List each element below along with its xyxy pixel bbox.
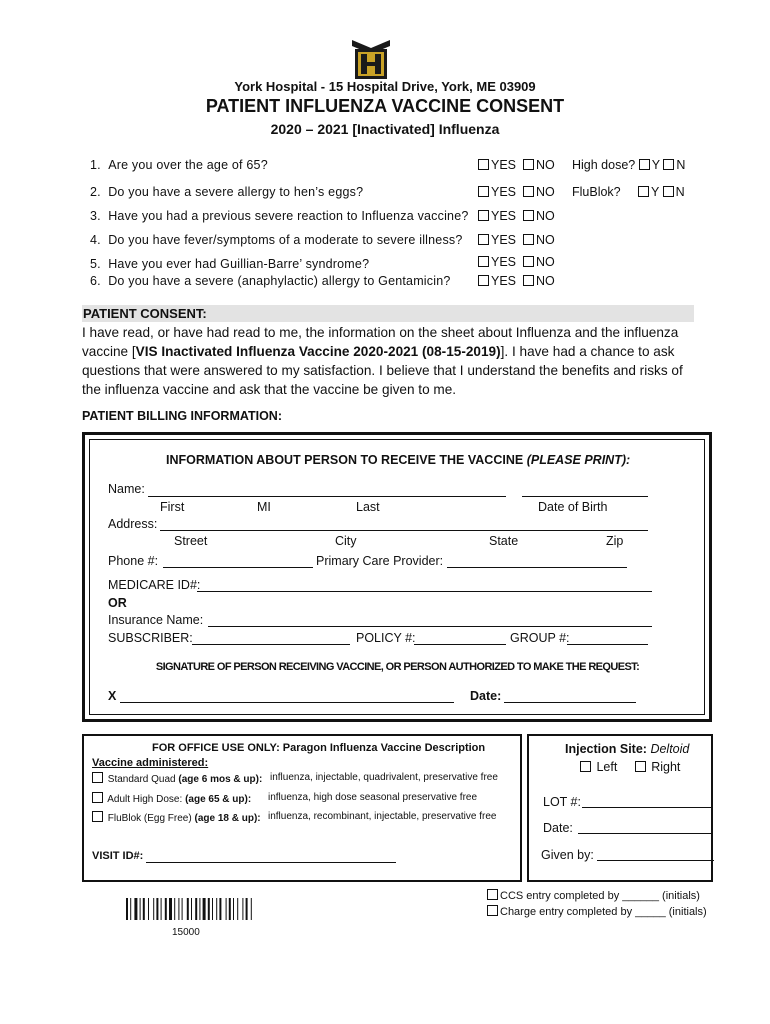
- question-number: 4.: [90, 233, 101, 247]
- question-3-answers: [478, 209, 555, 223]
- state-caption: State: [489, 534, 519, 548]
- page-subtitle: 2020 – 2021 [Inactivated] Influenza: [270, 121, 500, 137]
- phone-label: Phone #:: [108, 554, 159, 568]
- consent-text-start: I have read, or have had read to me, the information on the sheet about Influenza and the influenza vaccine [: [82, 325, 679, 359]
- question-number: 1.: [90, 158, 101, 172]
- question-4: [90, 233, 463, 247]
- city-caption: City: [335, 534, 357, 548]
- policy-label: POLICY #:: [356, 631, 416, 645]
- consent-heading: PATIENT CONSENT:: [83, 306, 207, 321]
- vis-reference: VIS Inactivated Influenza Vaccine 2020-2021 (08-15-2019): [135, 344, 501, 359]
- mi-caption: MI: [257, 500, 271, 514]
- lot-input[interactable]: [582, 807, 712, 808]
- flublok-y-checkbox[interactable]: [638, 186, 649, 197]
- right-checkbox[interactable]: [635, 761, 646, 772]
- vaccine-option-adult-high-dose: [92, 792, 251, 805]
- last-caption: Last: [356, 500, 380, 514]
- given-by-label: Given by:: [541, 848, 594, 862]
- question-text: Do you have a severe allergy to hen’s eggs?: [108, 185, 364, 199]
- signature-date-label: Date:: [470, 689, 502, 703]
- pcp-label: Primary Care Provider:: [316, 554, 444, 568]
- no-label: NO: [535, 209, 555, 223]
- office-date-label: Date:: [543, 821, 573, 835]
- y-label: Y: [651, 158, 660, 172]
- signature-heading: SIGNATURE OF PERSON RECEIVING VACCINE, OR PERSON AUTHORIZED TO MAKE THE REQUEST:: [155, 661, 640, 673]
- billing-box-title: [166, 453, 630, 467]
- yes-label: YES: [491, 185, 517, 199]
- name-input[interactable]: [148, 496, 506, 497]
- left-label: Left: [596, 760, 618, 774]
- injection-site-title: Injection Site:: [565, 742, 647, 756]
- vaccine-name: FluBlok (Egg Free): [107, 813, 192, 824]
- yes-label: YES: [491, 209, 517, 223]
- question-number: 5.: [90, 257, 101, 271]
- no-label: NO: [535, 255, 555, 269]
- billing-heading: PATIENT BILLING INFORMATION:: [82, 409, 282, 423]
- charge-checkbox[interactable]: [487, 905, 498, 916]
- ccs-entry: [487, 889, 700, 902]
- signature-x: X: [108, 689, 117, 703]
- question-text: Have you had a previous severe reaction to Influenza vaccine?: [108, 209, 469, 223]
- page-title: PATIENT INFLUENZA VACCINE CONSENT: [205, 96, 565, 116]
- flublok-question: [572, 185, 685, 199]
- hospital-logo: [352, 40, 390, 80]
- billing-box-title-note: (PLEASE PRINT):: [526, 453, 631, 467]
- first-caption: First: [160, 500, 185, 514]
- yes-checkbox[interactable]: [478, 256, 489, 267]
- yes-label: YES: [491, 158, 517, 172]
- vaccine-desc: influenza, high dose seasonal preservative free: [268, 792, 478, 803]
- question-number: 2.: [90, 185, 101, 199]
- question-1: [90, 158, 268, 172]
- address-label: Address:: [108, 517, 158, 531]
- dob-input[interactable]: [522, 496, 648, 497]
- name-label: Name:: [108, 482, 145, 496]
- vaccine-administered-label: Vaccine administered:: [92, 757, 209, 769]
- lot-label: LOT #:: [543, 795, 581, 809]
- question-text: Do you have a severe (anaphylactic) allergy to Gentamicin?: [108, 274, 451, 288]
- yes-checkbox[interactable]: [478, 186, 489, 197]
- zip-caption: Zip: [606, 534, 624, 548]
- ccs-checkbox[interactable]: [487, 889, 498, 900]
- policy-input[interactable]: [414, 644, 506, 645]
- flublok-label: FluBlok?: [572, 185, 621, 199]
- question-4-answers: [478, 233, 555, 247]
- adult-high-dose-checkbox[interactable]: [92, 792, 103, 803]
- injection-site-label: [565, 742, 689, 756]
- right-label: Right: [651, 760, 681, 774]
- vaccine-age: (age 6 mos & up):: [178, 774, 263, 785]
- subscriber-input[interactable]: [192, 644, 350, 645]
- charge-entry: [487, 905, 707, 918]
- question-5-answers: [478, 255, 555, 269]
- vaccine-desc: influenza, recombinant, injectable, preservative free: [268, 811, 497, 822]
- consent-text-end: ]. I have had a chance to ask questions that were answered to my satisfaction. I believe that I understand the benefits and risks of the influenza vaccine and ask that the vaccine be given to me.: [82, 344, 683, 397]
- no-label: NO: [535, 158, 555, 172]
- vaccine-age: (age 65 & up):: [185, 794, 252, 805]
- question-2: [90, 185, 363, 199]
- standard-quad-checkbox[interactable]: [92, 772, 103, 783]
- question-number: 3.: [90, 209, 101, 223]
- barcode: [126, 898, 284, 920]
- high-dose-question: [572, 158, 685, 172]
- question-6: [90, 274, 451, 288]
- medicare-label: MEDICARE ID#:: [108, 578, 201, 592]
- visit-id-input[interactable]: [146, 862, 396, 863]
- y-label: Y: [651, 185, 660, 199]
- consent-paragraph: [82, 323, 700, 399]
- yes-checkbox[interactable]: [478, 210, 489, 221]
- left-checkbox[interactable]: [580, 761, 591, 772]
- no-checkbox[interactable]: [523, 275, 534, 286]
- question-3: [90, 209, 469, 223]
- vaccine-desc: influenza, injectable, quadrivalent, preservative free: [270, 772, 498, 783]
- no-checkbox[interactable]: [523, 186, 534, 197]
- yes-checkbox[interactable]: [478, 234, 489, 245]
- high-dose-n-checkbox[interactable]: [663, 159, 674, 170]
- office-use-title: FOR OFFICE USE ONLY: Paragon Influenza Vaccine Description: [152, 742, 486, 754]
- vaccine-option-standard-quad: [92, 772, 262, 785]
- yes-label: YES: [491, 255, 517, 269]
- ccs-text: CCS entry completed by ______ (initials): [500, 890, 700, 902]
- vaccine-name: Standard Quad: [107, 774, 176, 785]
- medicare-input[interactable]: [197, 591, 652, 592]
- no-checkbox[interactable]: [523, 210, 534, 221]
- signature-date-input[interactable]: [504, 702, 636, 703]
- street-caption: Street: [174, 534, 208, 548]
- question-text: Are you over the age of 65?: [108, 158, 268, 172]
- group-input[interactable]: [567, 644, 648, 645]
- question-text: Have you ever had Guillian-Barre’ syndrome?: [108, 257, 370, 271]
- visit-id-label: VISIT ID#:: [92, 850, 144, 862]
- group-label: GROUP #:: [510, 631, 570, 645]
- address-input[interactable]: [160, 530, 648, 531]
- phone-input[interactable]: [163, 567, 313, 568]
- billing-box: [82, 432, 712, 722]
- yes-checkbox[interactable]: [478, 275, 489, 286]
- hospital-address: York Hospital - 15 Hospital Drive, York, ME 03909: [234, 79, 536, 94]
- vaccine-age: (age 18 & up):: [194, 813, 261, 824]
- no-checkbox[interactable]: [523, 234, 534, 245]
- question-1-answers: [478, 158, 555, 172]
- question-2-answers: [478, 185, 555, 199]
- yes-label: YES: [491, 274, 517, 288]
- given-by-input[interactable]: [597, 860, 714, 861]
- question-number: 6.: [90, 274, 101, 288]
- no-label: NO: [535, 274, 555, 288]
- flublok-egg-free-checkbox[interactable]: [92, 811, 103, 822]
- flublok-n-checkbox[interactable]: [663, 186, 674, 197]
- no-label: NO: [535, 233, 555, 247]
- yes-checkbox[interactable]: [478, 159, 489, 170]
- pcp-input[interactable]: [447, 567, 627, 568]
- question-5: [90, 257, 369, 271]
- insurance-label: Insurance Name:: [108, 613, 204, 627]
- high-dose-y-checkbox[interactable]: [639, 159, 650, 170]
- question-text: Do you have fever/symptoms of a moderate to severe illness?: [108, 233, 463, 247]
- question-6-answers: [478, 274, 555, 288]
- charge-text: Charge entry completed by _____ (initials): [500, 906, 707, 918]
- injection-side-options: [580, 760, 680, 774]
- vaccine-name: Adult High Dose:: [107, 794, 183, 805]
- signature-input[interactable]: [120, 702, 454, 703]
- no-label: NO: [535, 185, 555, 199]
- or-label: OR: [108, 596, 127, 610]
- no-checkbox[interactable]: [523, 256, 534, 267]
- subscriber-label: SUBSCRIBER:: [108, 631, 193, 645]
- office-date-input[interactable]: [578, 833, 712, 834]
- barcode-number: 15000: [172, 927, 200, 938]
- dob-caption: Date of Birth: [538, 500, 608, 514]
- billing-box-title-text: INFORMATION ABOUT PERSON TO RECEIVE THE VACCINE: [166, 453, 524, 467]
- no-checkbox[interactable]: [523, 159, 534, 170]
- insurance-input[interactable]: [208, 626, 652, 627]
- vaccine-option-flublok: [92, 811, 261, 824]
- n-label: N: [675, 185, 685, 199]
- high-dose-label: High dose?: [572, 158, 636, 172]
- injection-site-value: Deltoid: [650, 742, 690, 756]
- n-label: N: [676, 158, 686, 172]
- yes-label: YES: [491, 233, 517, 247]
